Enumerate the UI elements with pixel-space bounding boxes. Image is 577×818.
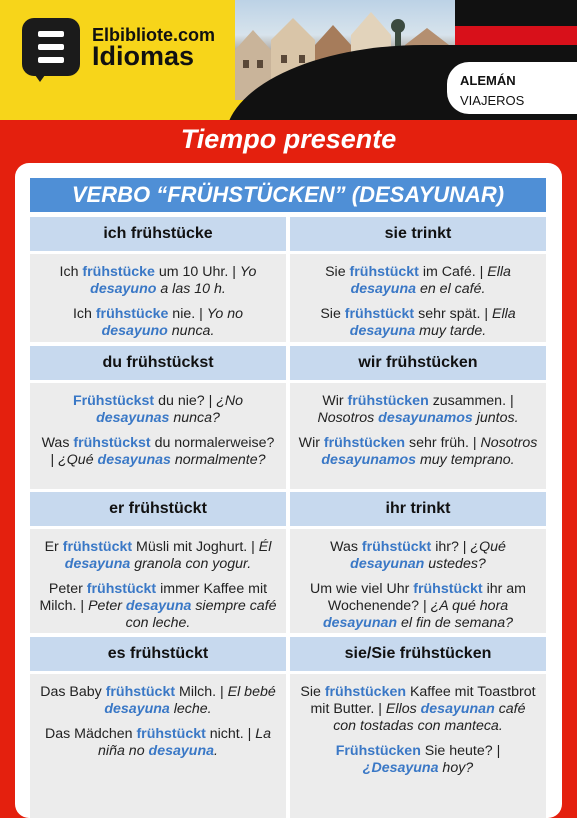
verb-highlight: desayuna (350, 281, 417, 297)
pronoun-cell: du frühstückst (30, 346, 286, 380)
sentence-text: . (214, 743, 218, 759)
sentence-text: Um wie viel Uhr (309, 581, 414, 597)
sentence-text: du nie? | (154, 393, 217, 409)
sentence-text: zusammen. | (428, 393, 514, 409)
sentence-text: du normalerweise? | (50, 435, 275, 468)
verb-highlight: desayunan (322, 615, 398, 631)
sentence-text: granola con yogur. (130, 556, 252, 572)
sentence-text: muy tarde. (415, 323, 487, 339)
verb-highlight: desayuna (125, 598, 192, 614)
example-sentence (298, 306, 538, 340)
verb-highlight: frühstückt (62, 539, 133, 555)
example-sentence (38, 306, 278, 340)
verb-highlight: desayuna (349, 323, 416, 339)
verb-highlight: desayunan (420, 701, 495, 717)
verb-highlight: frühstücken (324, 684, 407, 700)
sentence-text: leche. (169, 701, 212, 717)
example-cell (290, 383, 546, 489)
sentence-text: Sie (300, 684, 325, 700)
page-title: Tiempo presente (180, 124, 397, 154)
sentence-text: el fin de semana? (397, 615, 514, 631)
example-sentence (38, 726, 278, 760)
sentence-text: en el café. (416, 281, 486, 297)
example-sentence (298, 393, 538, 427)
example-cell (290, 529, 546, 633)
sentence-text: La niña no (98, 726, 272, 759)
verb-highlight: desayunas (97, 452, 171, 468)
sentence-text: Wir (322, 393, 348, 409)
sentence-text: im Café. | (418, 264, 488, 280)
verb-highlight: frühstückt (413, 581, 483, 597)
example-sentence (298, 435, 538, 469)
verb-highlight: Frühstücken (335, 743, 421, 759)
example-cell (290, 254, 546, 342)
verb-highlight: desayunamos (321, 452, 417, 468)
verb-highlight: frühstückt (136, 726, 206, 742)
table-title: VERBO “FRÜHSTÜCKEN” (DESAYUNAR) (30, 178, 546, 212)
example-sentence (38, 581, 278, 632)
sentence-text: Yo no (206, 306, 244, 322)
verb-highlight: frühstücke (82, 264, 155, 280)
sentence-text: Ella (491, 306, 516, 322)
verb-highlight: frühstückst (73, 435, 151, 451)
sentence-text: El bebé (227, 684, 276, 700)
sentence-text: Ella (487, 264, 511, 280)
example-cell (30, 674, 286, 818)
sentence-text: Das Baby (40, 684, 106, 700)
verb-highlight: frühstückt (361, 539, 432, 555)
verb-highlight: Frühstückst (72, 393, 155, 409)
example-sentence (38, 393, 278, 427)
sentence-text: juntos. (472, 410, 519, 426)
verb-highlight: desayuna (64, 556, 131, 572)
example-cell (30, 254, 286, 342)
sentence-text: muy temprano. (416, 452, 515, 468)
example-sentence (38, 684, 278, 718)
sentence-text: sehr spät. | (414, 306, 492, 322)
sentence-text: Kaffee mit Toastbrot mit Butter. | (310, 684, 536, 717)
sentence-text: nunca? (169, 410, 220, 426)
brand-site: Elbibliote.com (92, 25, 216, 45)
sentence-text: normalmente? (170, 452, 266, 468)
pronoun-cell: wir frühstücken (290, 346, 546, 380)
sentence-text: Nosotros (317, 410, 379, 426)
sentence-text: ¿A qué hora (430, 598, 509, 614)
sentence-text: Ich (72, 306, 96, 322)
example-sentence (298, 684, 538, 735)
sentence-text: Was (41, 435, 74, 451)
sentence-text: Él (258, 539, 272, 555)
sentence-text: nunca. (167, 323, 215, 339)
verb-highlight: frühstücken (323, 435, 406, 451)
sentence-text: ¿No (216, 393, 244, 409)
sentence-text: ustedes? (424, 556, 486, 572)
sentence-text: Sie (320, 306, 345, 322)
verb-highlight: desayuno (90, 281, 157, 297)
verb-highlight: desayuno (101, 323, 168, 339)
example-sentence (38, 539, 278, 573)
sentence-text: Er (44, 539, 63, 555)
pronoun-cell: sie/Sie frühstücken (290, 637, 546, 671)
sentence-text: Yo (239, 264, 257, 280)
verb-highlight: frühstückt (344, 306, 415, 322)
example-sentence (298, 743, 538, 777)
sentence-text: Sie (325, 264, 350, 280)
sentence-text: siempre café con leche. (125, 598, 277, 631)
example-cell (290, 674, 546, 818)
sentence-text: Peter (48, 581, 87, 597)
verb-highlight: frühstücken (347, 393, 429, 409)
logo-tail (30, 68, 50, 82)
sentence-text: Ellos (385, 701, 421, 717)
sentence-text: nicht. | (205, 726, 256, 742)
verb-highlight: desayunas (96, 410, 170, 426)
sentence-text: Müsli mit Joghurt. | (132, 539, 259, 555)
sentence-text: sehr früh. | (405, 435, 481, 451)
brand-name: Idiomas (92, 41, 195, 71)
badge-language: ALEMÁN (460, 73, 516, 88)
verb-highlight: frühstücke (95, 306, 169, 322)
verb-highlight: ¿Desayuna (362, 760, 439, 776)
sentence-text: um 10 Uhr. | (154, 264, 240, 280)
pronoun-cell: ich frühstücke (30, 217, 286, 251)
sentence-text: Wir (298, 435, 324, 451)
badge-level: VIAJEROS (460, 93, 525, 108)
sentence-text: ihr am Wochenende? | (327, 581, 526, 614)
pronoun-cell: es frühstückt (30, 637, 286, 671)
verb-highlight: desayuna (104, 701, 170, 717)
example-sentence (38, 264, 278, 298)
sentence-text: Ich (59, 264, 83, 280)
sentence-text: a las 10 h. (156, 281, 226, 297)
example-sentence (298, 581, 538, 632)
sentence-text: ihr? | (431, 539, 471, 555)
sentence-text: Sie heute? | (420, 743, 501, 759)
pronoun-cell: sie trinkt (290, 217, 546, 251)
verb-highlight: frühstückt (105, 684, 176, 700)
pronoun-cell: ihr trinkt (290, 492, 546, 526)
header-banner (0, 0, 577, 120)
logo-e-glyph (38, 31, 64, 63)
verb-highlight: frühstückt (86, 581, 157, 597)
verb-highlight: desayunamos (378, 410, 473, 426)
verb-highlight: desayuna (148, 743, 214, 759)
sentence-text: Milch. | (175, 684, 228, 700)
example-cell (30, 529, 286, 633)
verb-highlight: frühstückt (349, 264, 419, 280)
sentence-text: hoy? (438, 760, 474, 776)
verb-highlight: desayunan (350, 556, 425, 572)
sentence-text: café con tostadas con manteca. (333, 701, 526, 734)
sentence-text: Nosotros (480, 435, 538, 451)
sentence-text: nie. | (168, 306, 207, 322)
sentence-text: immer Kaffee mit Milch. | (39, 581, 268, 614)
sentence-text: Peter (88, 598, 126, 614)
example-sentence (298, 264, 538, 298)
sentence-text: ¿Qué (470, 539, 506, 555)
pronoun-cell: er frühstückt (30, 492, 286, 526)
example-sentence (38, 435, 278, 469)
sentence-text: Was (330, 539, 362, 555)
sentence-text: ¿Qué (58, 452, 98, 468)
example-sentence (298, 539, 538, 573)
example-cell (30, 383, 286, 489)
sentence-text: Das Mädchen (44, 726, 137, 742)
